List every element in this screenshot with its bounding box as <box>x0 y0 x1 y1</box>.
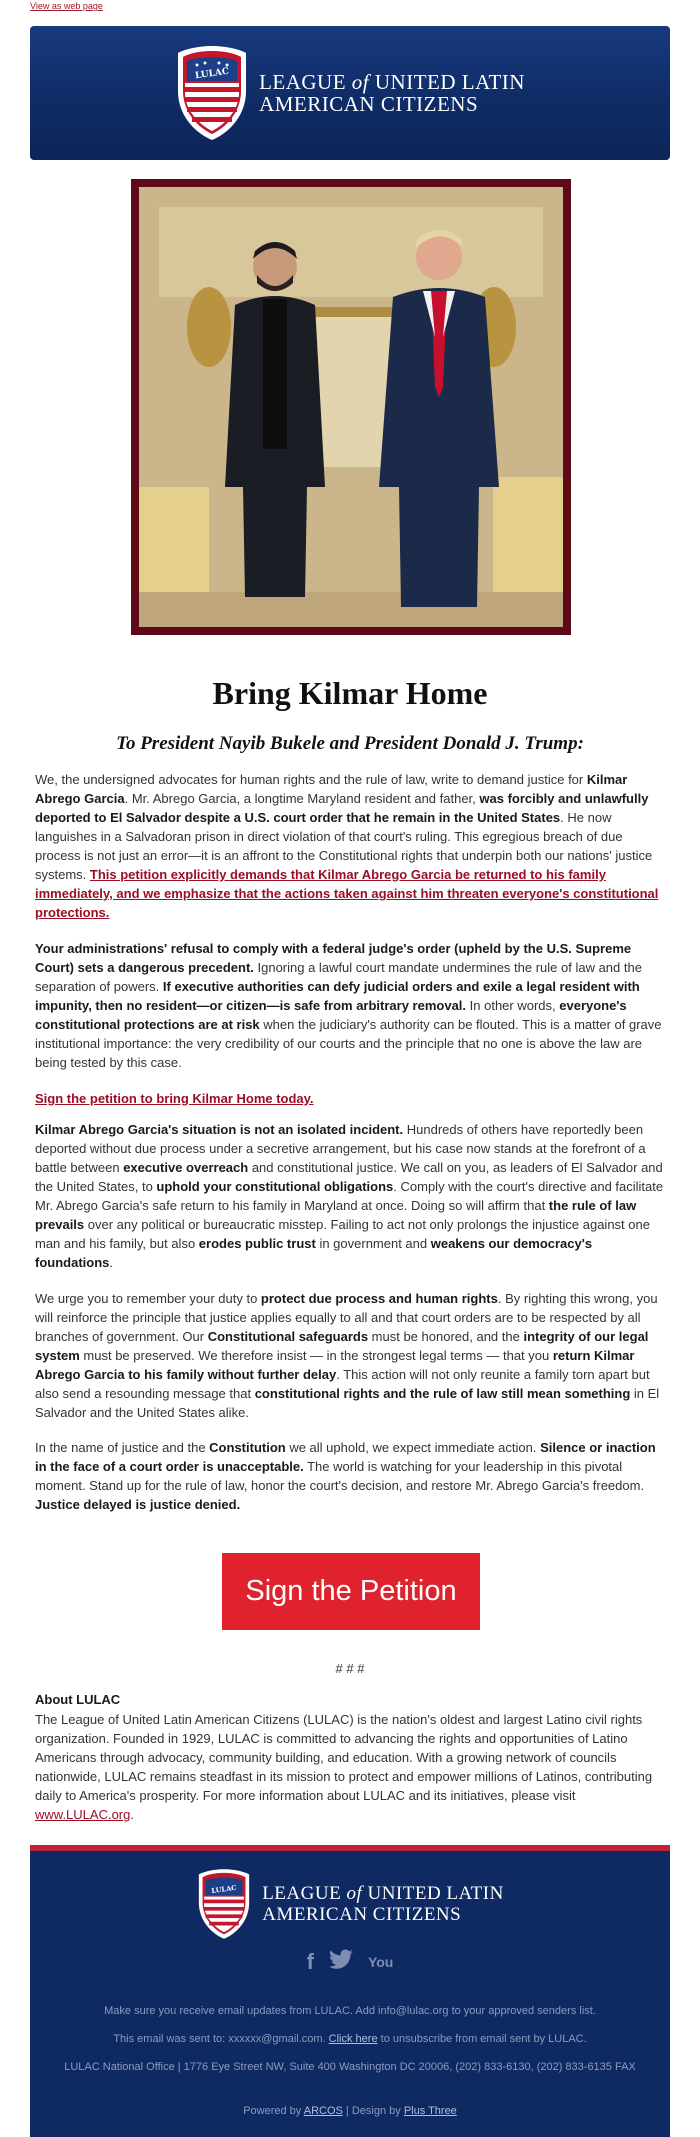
facebook-icon[interactable]: f <box>306 1949 314 1974</box>
petition-demand-link[interactable]: This petition explicitly demands that Kilmar Abrego Garcia be returned to his family immediately, and we emphasize that the actions taken against him threaten everyone's constitutional protections. <box>35 867 659 920</box>
paragraph-4: We urge you to remember your duty to protect due process and human rights. By righting this wrong, you will reinforce the principle that justice applies equally to all and that court orders are to be respected by all branches of government. Our Constitutional safeguards must be honored, and the integrity of our legal system must be preserved. We therefore insist — in the strongest legal terms — that you return Kilmar Abrego Garcia to his family without further delay. This action will not only reunite a family torn apart but also send a resounding message that constitutional rights and the rule of law still mean something in El Salvador and the United States alike. <box>35 1291 660 1420</box>
paragraph-2: Your administrations' refusal to comply with a federal judge's order (upheld by the U.S. Supreme Court) sets a dangerous precedent. Ignoring a lawful court mandate undermines the rule of law and the separation of powers. If executive authorities can defy judicial orders and exile a legal resident with impunity, then no resident—or citizen—is safe from arbitrary removal. In other words, everyone's constitutional protections are at risk when the judiciary's authority can be flouted. This is a matter of grave institutional importance: the very credibility of our courts and the principle that no one is above the law are being tested by this case. <box>35 941 662 1070</box>
hero-photo-frame <box>131 179 571 635</box>
svg-text:LULAC: LULAC <box>194 66 230 82</box>
separator: # # # <box>335 1661 365 1676</box>
page-title: Bring Kilmar Home <box>212 675 488 711</box>
view-as-web-page-link[interactable]: View as web page <box>30 1 103 11</box>
org-name: LEAGUE of UNITED LATIN AMERICAN CITIZENS <box>259 70 525 116</box>
footer-lulac-logo[interactable] <box>30 1867 670 1941</box>
social-links <box>30 1949 670 1977</box>
svg-text:LULAC: LULAC <box>211 1883 238 1896</box>
sign-petition-link[interactable]: Sign the petition to bring Kilmar Home today. <box>35 1091 314 1106</box>
footer-org-name: LEAGUE of UNITED LATIN AMERICAN CITIZENS <box>262 1883 504 1925</box>
sign-the-petition-button[interactable]: Sign the Petition <box>222 1553 480 1630</box>
lulac-shield-icon <box>175 43 249 143</box>
about-title: About LULAC <box>35 1692 121 1707</box>
footer-powered-by: Powered by ARCOS | Design by Plus Three <box>243 2105 457 2117</box>
youtube-icon[interactable]: You <box>367 1954 394 1970</box>
paragraph-1: We, the undersigned advocates for human rights and the rule of law, write to demand justice for Kilmar Abrego Garcia. Mr. Abrego Garcia, a longtime Maryland resident and father, was forcibly and unlawfully deported to El Salvador despite a U.S. court order that he remain in the United States. He now languishes in a Salvadoran prison in direct violation of that court's ruling. This egregious breach of due process is not just an error—it is an affront to the Constitutional rights that underpin both our nations' justice systems. This petition explicitly demands that Kilmar Abrego Garcia be returned to his family immediately, and we emphasize that the actions taken against him threaten everyone's constitutional protections. <box>35 772 659 920</box>
footer-address: LULAC National Office | 1776 Eye Street NW, Suite 400 Washington DC 20006, (202) 833-6130, (202) 833-6135 FAX <box>64 2061 636 2073</box>
lulac-website-link[interactable]: www.LULAC.org <box>35 1807 131 1822</box>
footer <box>30 1845 670 2137</box>
plus-three-link[interactable]: Plus Three <box>403 2105 457 2117</box>
footer-lulac-shield-icon <box>196 1867 252 1941</box>
footer-senders-note: Make sure you receive email updates from LULAC. Add info@lulac.org to your approved senders list. <box>104 2005 596 2017</box>
footer-sent-to: This email was sent to: xxxxxx@gmail.com. Click here to unsubscribe from email sent by LULAC. <box>113 2033 587 2045</box>
paragraph-5: In the name of justice and the Constitution we all uphold, we expect immediate action. Silence or inaction in the face of a court order is unacceptable. The world is watching for your leadership in this pivotal moment. Stand up for the rule of law, honor the court's decision, and restore Mr. Abrego Garcia's freedom. Justice delayed is justice denied. <box>35 1440 656 1512</box>
page-subtitle: To President Nayib Bukele and President Donald J. Trump: <box>116 733 584 754</box>
paragraph-3: Kilmar Abrego Garcia's situation is not an isolated incident. Hundreds of others have reportedly been deported without due process under a secretive arrangement, but his case now stands at the forefront of a battle between executive overreach and constitutional justice. We call on you, as leaders of El Salvador and the United States, to uphold your constitutional obligations. Comply with the court's directive and facilitate Mr. Abrego Garcia's safe return to his family in Maryland at once. Doing so will affirm that the rule of law prevails over any political or bureaucratic misstep. Failing to act not only prolongs the injustice against one man and his family, but also erodes public trust in government and weakens our democracy's foundations. <box>35 1122 664 1270</box>
hero-photo <box>139 187 563 627</box>
arcos-link[interactable]: ARCOS <box>303 2105 343 2117</box>
twitter-icon[interactable] <box>328 1949 354 1977</box>
header-banner <box>30 26 670 160</box>
photo-illustration <box>139 187 563 627</box>
about-text: The League of United Latin American Citizens (LULAC) is the nation's oldest and largest Latino civil rights organization. Founded in 1929, LULAC is committed to advancing the rights and opportunities of Latino Americans through advocacy, community building, and education. With a growing network of councils nationwide, LULAC remains steadfast in its mission to protect and empower millions of Latinos, contributing daily to America's prosperity. For more information about LULAC and its initiatives, please visit www.LULAC.org. <box>35 1712 653 1822</box>
unsubscribe-link[interactable]: Click here <box>328 2033 378 2045</box>
view-web-page-link-wrap <box>30 0 103 12</box>
lulac-logo[interactable] <box>175 43 525 143</box>
petition-link-paragraph <box>35 1089 665 1108</box>
